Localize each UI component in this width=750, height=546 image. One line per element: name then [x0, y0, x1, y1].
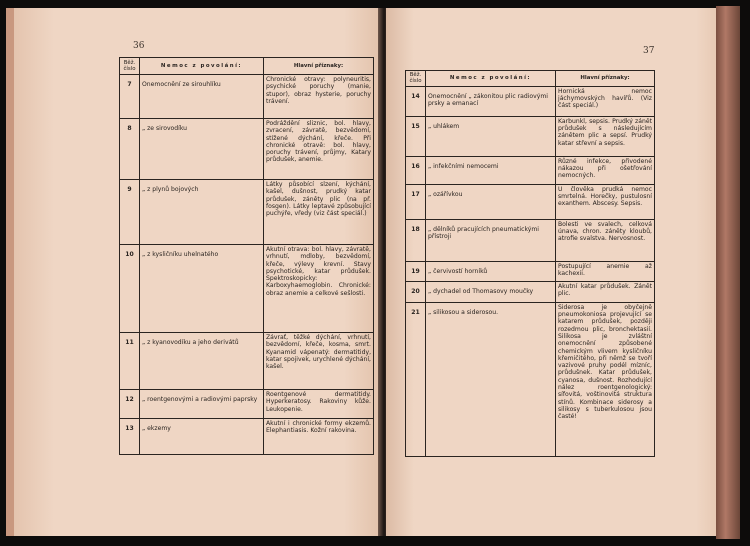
row-number: 12	[120, 390, 140, 419]
table-row	[120, 180, 374, 245]
row-disease: „ roentgenovými a radiovými paprsky	[140, 390, 264, 419]
header-disease: Nemoc z povolání:	[426, 71, 556, 87]
row-disease: „ ozářívkou	[426, 184, 556, 219]
row-number: 10	[120, 245, 140, 333]
row-symptoms: Bolesti ve svalech, celková únava, chron. záněty kloubů, atrofie svalstva. Nervosnost.	[556, 219, 655, 261]
row-symptoms: Akutní katar průdušek. Zánět plic.	[556, 281, 655, 302]
table-header-row	[120, 58, 374, 75]
header-number: Běž. číslo	[120, 58, 140, 75]
row-symptoms: Roentgenové dermatitidy. Hyperkeratosy. Rakoviny kůže. Leukopenie.	[264, 390, 374, 419]
table-header-row	[406, 71, 655, 87]
row-symptoms: Závrať, těžké dýchání, vrhnutí, bezvědomí, křeče, kosma, smrt. Kyanamid vápenatý: dermatitidy, katar spojivek, urychlené dýchání, kašel.	[264, 333, 374, 390]
table-row	[406, 219, 655, 261]
book-cover-edge	[716, 6, 740, 539]
table-row	[120, 333, 374, 390]
left-disease-table	[119, 57, 374, 455]
row-disease: „ ze sirovodíku	[140, 119, 264, 180]
row-disease: „ z plynů bojových	[140, 180, 264, 245]
left-page-number: 36	[133, 41, 145, 51]
row-disease: „ z kysličníku uhelnatého	[140, 245, 264, 333]
row-symptoms: Látky působící slzení, kýchání, kašel, dušnost, prudký katar průdušek, záněty plic (na př. fosgen). Látky leptavé způsobující puchýře, vředy (viz část speciál.)	[264, 180, 374, 245]
table-row	[120, 75, 374, 119]
row-disease: Onemocnění „ zákonitou plic radiovými prsky a emanací	[426, 86, 556, 116]
row-disease: „ infekčními nemocemi	[426, 156, 556, 184]
row-symptoms: Různé infekce, přivodené nákazou při ošetřování nemocných.	[556, 156, 655, 184]
row-disease: „ ekzemy	[140, 419, 264, 455]
header-symptoms: Hlavní příznaky:	[556, 71, 655, 87]
row-number: 15	[406, 116, 426, 156]
row-disease: „ uhlákem	[426, 116, 556, 156]
row-number: 17	[406, 184, 426, 219]
row-symptoms: Podráždění sliznic, bol. hlavy, zvracení, závratě, bezvědomí, stížené dýchání, křeče. Při chronické otravě: bol. hlavy, poruchy trávení, průjmy, Katary průdušek, anemie.	[264, 119, 374, 180]
table-row	[120, 245, 374, 333]
row-symptoms: Postupující anemie až kachexii.	[556, 261, 655, 281]
row-symptoms: Chronické otravy: polyneuritis, psychické poruchy (manie, stupor), obraz hysterie, poruchy trávení.	[264, 75, 374, 119]
row-disease: „ červivostí horníků	[426, 261, 556, 281]
header-disease: Nemoc z povolání:	[140, 58, 264, 75]
row-disease: Onemocnění ze sirouhlíku	[140, 75, 264, 119]
row-number: 20	[406, 281, 426, 302]
table-row	[406, 302, 655, 456]
right-page-number: 37	[643, 46, 655, 56]
table-row	[120, 419, 374, 455]
row-disease: „ z kyanovodíku a jeho derivátů	[140, 333, 264, 390]
row-disease: „ dělníků pracujících pneumatickými přístroji	[426, 219, 556, 261]
book-edge	[6, 8, 14, 536]
row-symptoms: Akutní i chronické formy ekzemů. Elephantiasis. Kožní rakovina.	[264, 419, 374, 455]
table-row	[120, 119, 374, 180]
row-disease: „ dychadel od Thomasovy moučky	[426, 281, 556, 302]
row-number: 16	[406, 156, 426, 184]
row-symptoms: U člověka prudká nemoc smrtelná. Horečky, pustulosní exanthem. Abscesy. Sepsis.	[556, 184, 655, 219]
table-row	[406, 281, 655, 302]
row-number: 19	[406, 261, 426, 281]
row-number: 9	[120, 180, 140, 245]
table-row	[120, 390, 374, 419]
table-row	[406, 116, 655, 156]
row-disease: „ silikosou a siderosou.	[426, 302, 556, 456]
row-number: 13	[120, 419, 140, 455]
row-number: 7	[120, 75, 140, 119]
row-number: 18	[406, 219, 426, 261]
table-row	[406, 86, 655, 116]
row-number: 21	[406, 302, 426, 456]
table-row	[406, 156, 655, 184]
row-symptoms: Siderosa je obyčejně pneumokoniosa projevující se katarem průdušek, později rozedmou plic, bronchektasií. Silikosa je zvláštní onemocnění způsobené chemickým vlivem kysličníku křemičitého, při němž se tvoří vazivové pruhy podél mízníc, průdušnek. Katar průdušek, cyanosa, dušnost. Rozhodující nález roentgenologický: sífovitá, voštinovitá struktura stínů. Kombinace siderosy a silikosy s tuberkulosou jsou časté!	[556, 302, 655, 456]
table-row	[406, 184, 655, 219]
header-number: Běž. číslo	[406, 71, 426, 87]
row-symptoms: Karbunkl, sepsis. Prudký zánět průdušek s následujícím zánětem plic a sepsí. Prudký katar střevní a sepsis.	[556, 116, 655, 156]
table-row	[406, 261, 655, 281]
row-symptoms: Akutní otrava: bol. hlavy, závratě, vrhnutí, mdloby, bezvědomí, křeče, výlevy krevní. Stavy psychotické, katar průdušek. Spektroskopicky: Karboxyhaemoglobin. Chronické: obraz anemie a celkové sešlosti.	[264, 245, 374, 333]
right-disease-table	[405, 70, 655, 457]
row-number: 14	[406, 86, 426, 116]
row-symptoms: Hornická nemoc jáchymovských havířů. (Viz část speciál.)	[556, 86, 655, 116]
row-number: 8	[120, 119, 140, 180]
header-symptoms: Hlavní příznaky:	[264, 58, 374, 75]
row-number: 11	[120, 333, 140, 390]
